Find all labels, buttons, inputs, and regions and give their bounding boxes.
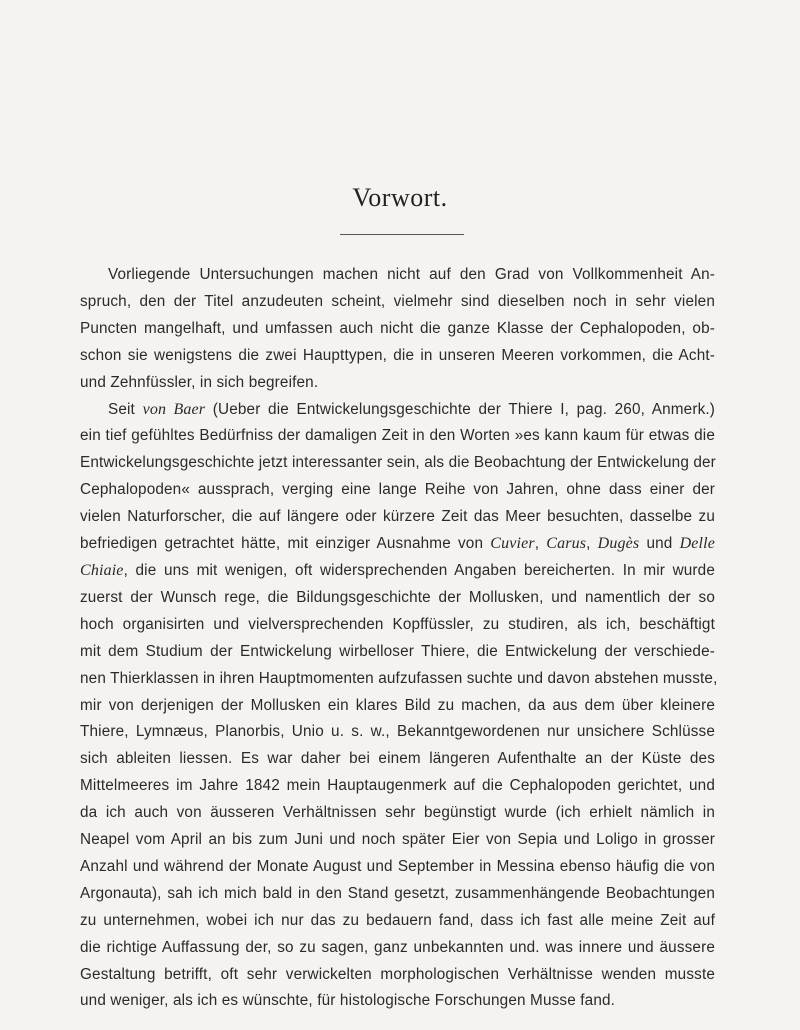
text-line: mir von derjenigen der Mollusken ein klares Bild zu machen, da aus dem über kleinere [80, 696, 715, 714]
title-rule [340, 234, 464, 235]
paragraph [80, 262, 715, 397]
text-line: Seit von Baer (Ueber die Entwickelungsgeschichte der Thiere I, pag. 260, Anmerk.) [108, 400, 716, 418]
text-line: da ich auch von äusseren Verhältnissen sehr begünstigt wurde (ich erhielt nämlich in [80, 804, 715, 822]
text-line: hoch organisirten und vielversprechenden Kopffüssler, zu studiren, als ich, beschäftigt [80, 615, 715, 633]
text-line: und weniger, als ich es wünschte, für histologische Forschungen Musse fand. [80, 992, 616, 1010]
text-line: mit dem Studium der Entwickelung wirbelloser Thiere, die Entwickelung der verschiede- [80, 642, 715, 660]
text-line: zu unternehmen, wobei ich nur das zu bedauern fand, dass ich fast alle meine Zeit auf [80, 911, 715, 929]
italic-name: von Baer [142, 400, 206, 418]
text-line: und Zehnfüssler, in sich begreifen. [80, 373, 319, 391]
text-line: Argonauta), sah ich mich bald in den Stand gesetzt, zusammenhängende Beobachtungen [80, 884, 715, 902]
text-line: Vorliegende Untersuchungen machen nicht auf den Grad von Vollkommenheit An- [108, 266, 715, 283]
text-line: sich ableiten liessen. Es war daher bei einem längeren Aufenthalte an der Küste des [80, 750, 715, 768]
text-line: Neapel vom April an bis zum Juni und noch später Eier von Sepia und Loligo in grosser [80, 831, 715, 849]
text-line: befriedigen getrachtet hätte, mit einziger Ausnahme von Cuvier, Carus, Dugès und Delle [80, 535, 715, 553]
italic-name: Chiaie [80, 561, 124, 579]
text-line: spruch, den der Titel anzudeuten scheint, vielmehr sind dieselben noch in sehr vielen [80, 292, 715, 310]
text-line: Puncten mangelhaft, und umfassen auch nicht die ganze Klasse der Cephalopoden, ob- [80, 319, 715, 337]
text-line: vielen Naturforscher, die auf längere oder kürzere Zeit das Meer besuchten, dasselbe zu [80, 508, 715, 526]
text-line: Mittelmeeres im Jahre 1842 mein Hauptaugenmerk auf die Cephalopoden gerichtet, und [80, 777, 715, 795]
text-line: die richtige Auffassung der, so zu sagen, ganz unbekannten und. was innere und äussere [80, 938, 715, 956]
text-line: Gestaltung betrifft, oft sehr verwickelten morphologischen Verhältnisse wenden musste [80, 965, 715, 983]
italic-name: Cuvier [490, 535, 535, 553]
text-line: Entwickelungsgeschichte jetzt interessanter sein, als die Beobachtung der Entwickelung der [80, 454, 716, 472]
text-line: Cephalopoden« aussprach, verging eine lange Reihe von Jahren, ohne dass einer der [80, 481, 715, 499]
text-line: Thiere, Lymnæus, Planorbis, Unio u. s. w., Bekanntgewordenen nur unsichere Schlüsse [80, 723, 715, 741]
body-text [80, 262, 718, 1015]
italic-name: Dugès [597, 535, 640, 553]
text-line: schon sie wenigstens die zwei Haupttypen, die in unseren Meeren vorkommen, die Acht- [80, 346, 715, 364]
paragraph [80, 397, 718, 1016]
page-title: Vorwort. [352, 183, 448, 212]
text-line: Anzahl und während der Monate August und September in Messina ebenso häufig die von [80, 857, 715, 875]
italic-name: Delle [679, 535, 715, 553]
text-line: nen Thierklassen in ihren Hauptmomenten aufzufassen suchte und davon abstehen musste, [80, 669, 718, 687]
text-line: Chiaie, die uns mit wenigen, oft widersprechenden Angaben bereicherten. In mir wurde [80, 561, 715, 579]
text-line: ein tief gefühltes Bedürfniss der damaligen Zeit in den Worten »es kann kaum für etwas die [80, 427, 715, 445]
text-line: zuerst der Wunsch rege, die Bildungsgeschichte der Mollusken, und namentlich der so [80, 588, 715, 606]
italic-name: Carus [546, 535, 587, 553]
